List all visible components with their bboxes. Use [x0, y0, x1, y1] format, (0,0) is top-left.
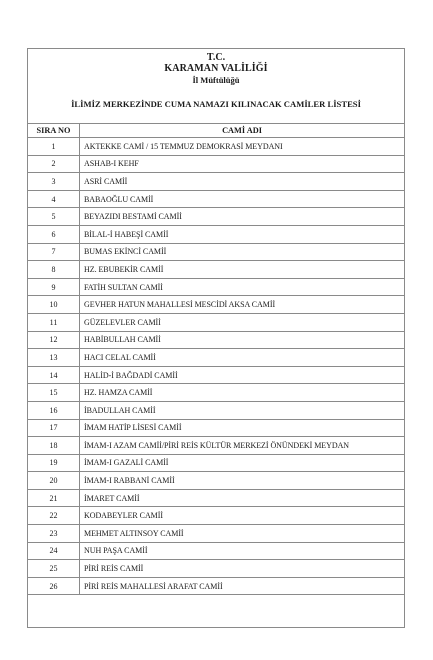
mosque-name: BUMAS EKİNCİ CAMİİ — [80, 243, 405, 261]
table-row — [28, 313, 405, 331]
mosque-name: NUH PAŞA CAMİİ — [80, 542, 405, 560]
mosque-name: HABİBULLAH CAMİİ — [80, 331, 405, 349]
row-number: 6 — [28, 225, 80, 243]
table-row — [28, 384, 405, 402]
mosque-name: KODABEYLER CAMİİ — [80, 507, 405, 525]
mosque-name: İMAM-I GAZALİ CAMİİ — [80, 454, 405, 472]
row-number: 16 — [28, 401, 80, 419]
row-number: 26 — [28, 577, 80, 595]
row-number: 24 — [28, 542, 80, 560]
table-row — [28, 155, 405, 173]
mosque-name: PİRİ REİS MAHALLESİ ARAFAT CAMİİ — [80, 577, 405, 595]
row-number: 4 — [28, 190, 80, 208]
row-number: 10 — [28, 296, 80, 314]
table-row — [28, 577, 405, 595]
mosque-name: ASRİ CAMİİ — [80, 173, 405, 191]
document-title: İLİMİZ MERKEZİNDE CUMA NAMAZI KILINACAK CAMİLER LİSTESİ — [71, 99, 361, 109]
row-number: 18 — [28, 437, 80, 455]
column-header-sira-no: SIRA NO — [28, 124, 80, 138]
row-number: 15 — [28, 384, 80, 402]
table-row — [28, 525, 405, 543]
row-number: 5 — [28, 208, 80, 226]
row-number: 9 — [28, 278, 80, 296]
row-number: 25 — [28, 560, 80, 578]
mosque-name: AKTEKKE CAMİ / 15 TEMMUZ DEMOKRASİ MEYDANI — [80, 138, 405, 156]
mosque-name: BEYAZIDI BESTAMİ CAMİİ — [80, 208, 405, 226]
table-row — [28, 278, 405, 296]
row-number: 3 — [28, 173, 80, 191]
table-row — [28, 366, 405, 384]
mosque-list-table — [27, 123, 405, 595]
mosque-name: İMARET CAMİİ — [80, 489, 405, 507]
mosque-name: FATİH SULTAN CAMİİ — [80, 278, 405, 296]
table-row — [28, 243, 405, 261]
mosque-name: İMAM HATİP LİSESİ CAMİİ — [80, 419, 405, 437]
row-number: 14 — [28, 366, 80, 384]
table-row — [28, 208, 405, 226]
mosque-name: HACI CELAL CAMİİ — [80, 349, 405, 367]
mosque-name: HZ. HAMZA CAMİİ — [80, 384, 405, 402]
row-number: 20 — [28, 472, 80, 490]
mosque-name: BİLAL-İ HABEŞİ CAMİİ — [80, 225, 405, 243]
row-number: 17 — [28, 419, 80, 437]
mosque-name: İMAM-I RABBANİ CAMİİ — [80, 472, 405, 490]
row-number: 12 — [28, 331, 80, 349]
row-number: 1 — [28, 138, 80, 156]
table-row — [28, 225, 405, 243]
row-number: 8 — [28, 261, 80, 279]
mosque-name: PİRİ REİS CAMİİ — [80, 560, 405, 578]
header-mufti-office: İl Müftülüğü — [192, 75, 240, 85]
table-row — [28, 349, 405, 367]
mosque-name: MEHMET ALTINSOY CAMİİ — [80, 525, 405, 543]
row-number: 19 — [28, 454, 80, 472]
table-row — [28, 419, 405, 437]
table-row — [28, 173, 405, 191]
table-row — [28, 138, 405, 156]
mosque-name: GÜZELEVLER CAMİİ — [80, 313, 405, 331]
table-row — [28, 261, 405, 279]
table-row — [28, 507, 405, 525]
row-number: 22 — [28, 507, 80, 525]
table-row — [28, 401, 405, 419]
header-republic: T.C. — [206, 52, 226, 63]
row-number: 7 — [28, 243, 80, 261]
mosque-name: İMAM-I AZAM CAMİİ/PİRİ REİS KÜLTÜR MERKEZİ ÖNÜNDEKİ MEYDAN — [80, 437, 405, 455]
table-row — [28, 560, 405, 578]
table-row — [28, 190, 405, 208]
table-row — [28, 454, 405, 472]
table-row — [28, 296, 405, 314]
table-row — [28, 331, 405, 349]
row-number: 11 — [28, 313, 80, 331]
row-number: 2 — [28, 155, 80, 173]
table-row — [28, 472, 405, 490]
table-row — [28, 489, 405, 507]
row-number: 23 — [28, 525, 80, 543]
table-row — [28, 437, 405, 455]
column-header-cami-adi: CAMİ ADI — [80, 124, 405, 138]
mosque-name: HALİD-İ BAĞDADİ CAMİİ — [80, 366, 405, 384]
table-row — [28, 542, 405, 560]
row-number: 13 — [28, 349, 80, 367]
mosque-name: ASHAB-I KEHF — [80, 155, 405, 173]
table-header-row — [28, 124, 405, 138]
mosque-name: BABAOĞLU CAMİİ — [80, 190, 405, 208]
mosque-name: GEVHER HATUN MAHALLESİ MESCİDİ AKSA CAMİİ — [80, 296, 405, 314]
mosque-name: İBADULLAH CAMİİ — [80, 401, 405, 419]
document-sheet — [27, 48, 405, 628]
header-governorship: KARAMAN VALİLİĞİ — [164, 63, 268, 74]
row-number: 21 — [28, 489, 80, 507]
mosque-name: HZ. EBUBEKİR CAMİİ — [80, 261, 405, 279]
